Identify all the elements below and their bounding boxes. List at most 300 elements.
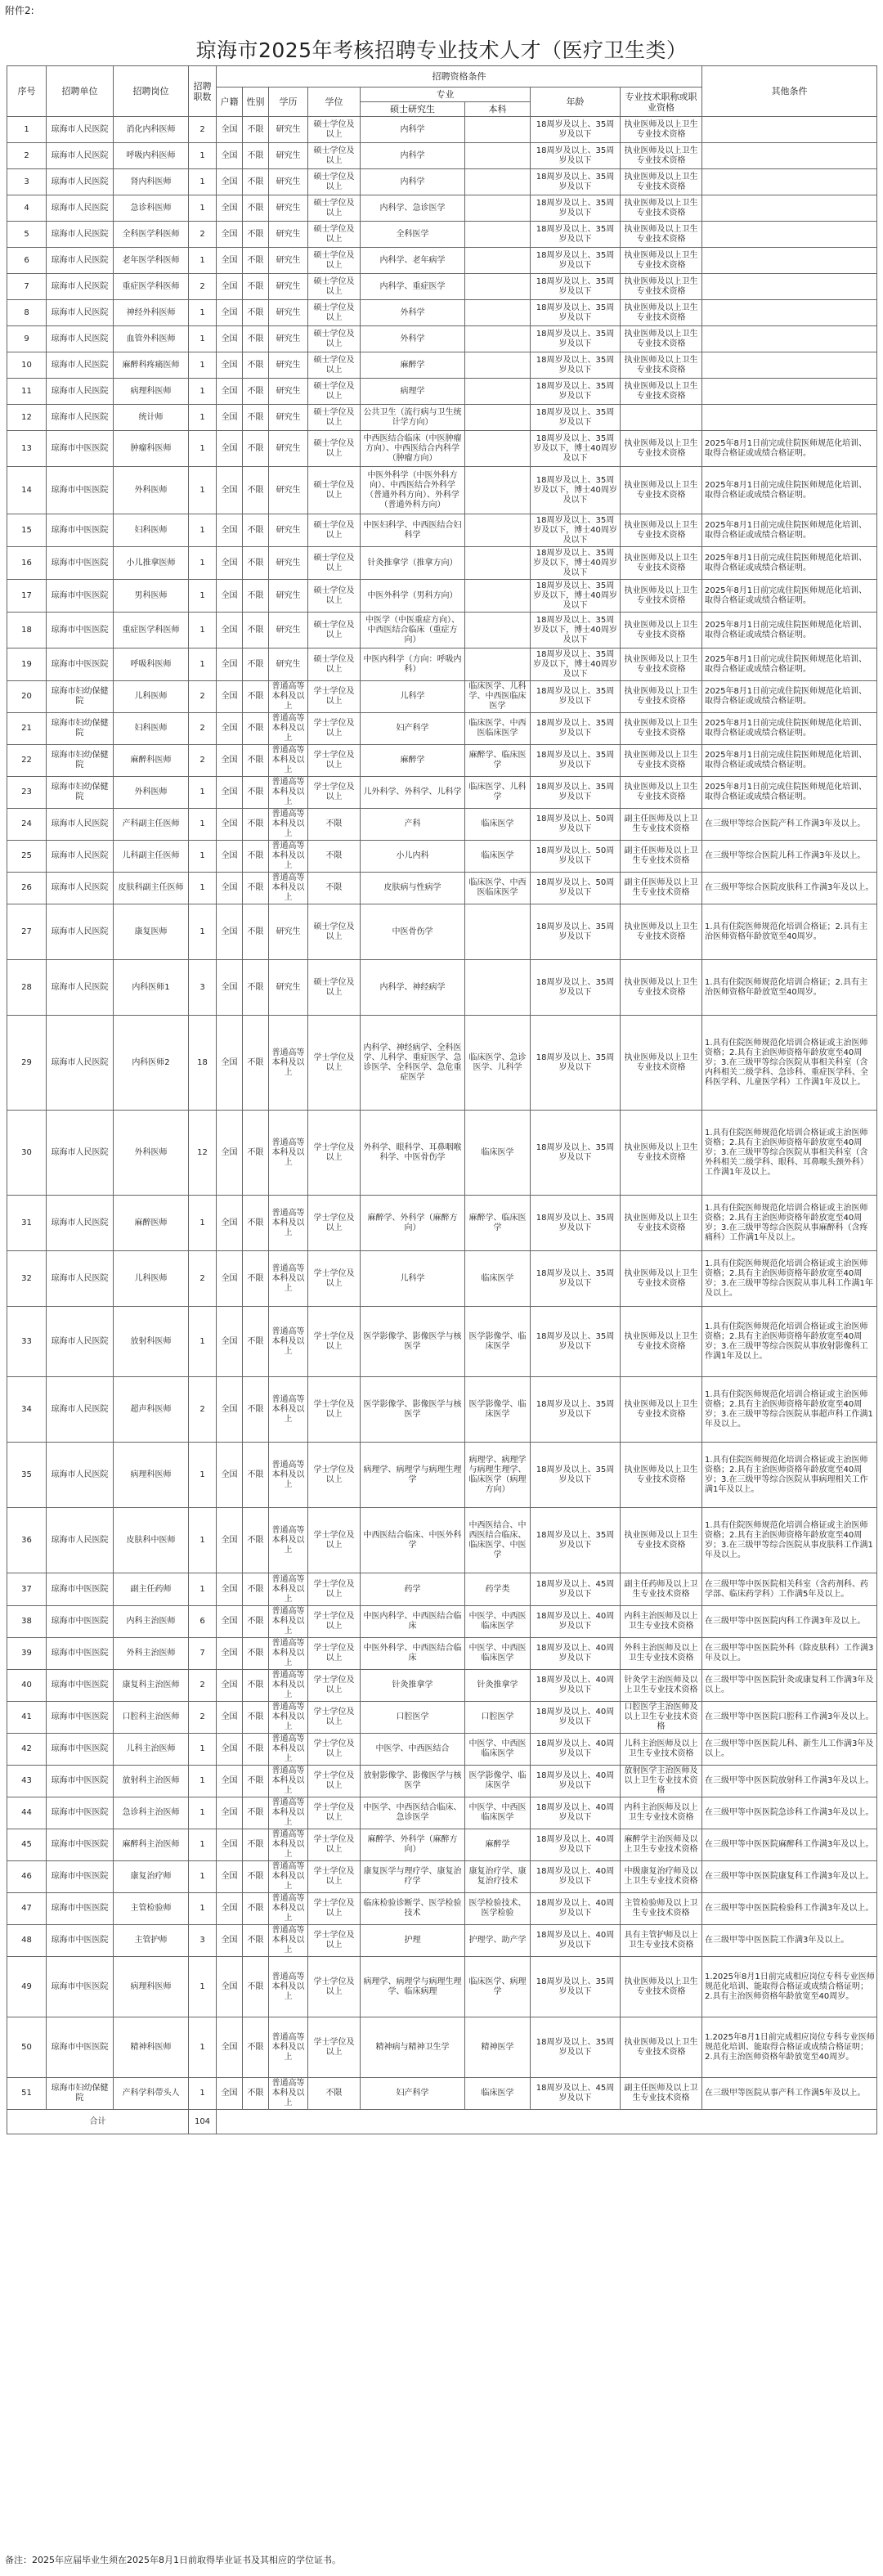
- attachment-label: 附件2:: [5, 5, 34, 16]
- row-no: 16: [7, 547, 47, 580]
- row-education: 研究生: [269, 467, 308, 514]
- row-title-requirement: 执业医师及以上卫生专业技术资格: [621, 1196, 702, 1251]
- row-no: 36: [7, 1508, 47, 1573]
- row-major-bachelor: [465, 960, 531, 1016]
- row-count: 1: [189, 300, 217, 326]
- row-education: 普通高等本科及以上: [269, 809, 308, 841]
- table-row: [7, 681, 877, 713]
- row-age: 18周岁及以上、35周岁及以下: [531, 1443, 621, 1508]
- table-row: [7, 613, 877, 648]
- total-row: [7, 2110, 877, 2134]
- row-gender: 不限: [243, 648, 269, 681]
- row-major-master: 医学影像学、影像医学与核医学: [361, 1307, 465, 1377]
- table-row: [7, 222, 877, 248]
- row-unit: 琼海市人民医院: [47, 1307, 114, 1377]
- table-row: [7, 777, 877, 809]
- row-major-bachelor: 临床医学、急诊医学、儿科学: [465, 1016, 531, 1111]
- row-age: 18周岁及以上、35周岁及以下: [531, 300, 621, 326]
- row-hukou: 全国: [217, 1606, 243, 1638]
- row-post: 肿瘤科医师: [114, 431, 189, 467]
- row-hukou: 全国: [217, 1508, 243, 1573]
- row-age: 18周岁及以上、40周岁及以下: [531, 1893, 621, 1925]
- row-title-requirement: 执业医师及以上卫生专业技术资格: [621, 1307, 702, 1377]
- row-gender: 不限: [243, 467, 269, 514]
- row-age: 18周岁及以上、35周岁及以下: [531, 222, 621, 248]
- row-count: 1: [189, 809, 217, 841]
- row-other-conditions: 在三级甲等综合医院产科工作满3年及以上。: [702, 809, 877, 841]
- row-age: 18周岁及以上、35周岁及以下，博士40周岁及以下: [531, 467, 621, 514]
- row-major-bachelor: 临床医学: [465, 2078, 531, 2110]
- row-age: 18周岁及以上、40周岁及以下: [531, 1766, 621, 1797]
- row-post: 病理科医师: [114, 1957, 189, 2017]
- row-other-conditions: 1.具有住院医师规范化培训合格证；2.具有主治医师资格年龄放宽至40周岁。: [702, 904, 877, 960]
- row-major-bachelor: 医学影像学、临床医学: [465, 1766, 531, 1797]
- row-no: 34: [7, 1377, 47, 1443]
- row-count: 2: [189, 1670, 217, 1702]
- row-education: 普通高等本科及以上: [269, 841, 308, 873]
- table-row: [7, 713, 877, 745]
- row-major-bachelor: [465, 514, 531, 547]
- row-title-requirement: 执业医师及以上卫生专业技术资格: [621, 648, 702, 681]
- row-other-conditions: 1.具有住院医师规范化培训合格证或主治医师资格；2.具有主治医师资格年龄放宽至40周岁；3.在三级甲等综合医院从事相关科室（含外科相关二级学科、眼科、耳鼻喉头颈外科）工作满1年及以上。: [702, 1111, 877, 1196]
- row-count: 1: [189, 405, 217, 431]
- row-education: 普通高等本科及以上: [269, 1925, 308, 1957]
- row-no: 26: [7, 873, 47, 904]
- row-hukou: 全国: [217, 1670, 243, 1702]
- row-major-bachelor: 医学影像学、临床医学: [465, 1377, 531, 1443]
- row-major-bachelor: 临床医学、儿科学: [465, 777, 531, 809]
- row-count: 2: [189, 1702, 217, 1734]
- row-count: 1: [189, 1766, 217, 1797]
- row-education: 普通高等本科及以上: [269, 2017, 308, 2078]
- row-hukou: 全国: [217, 1377, 243, 1443]
- row-gender: 不限: [243, 1377, 269, 1443]
- row-post: 口腔科主治医师: [114, 1702, 189, 1734]
- row-gender: 不限: [243, 405, 269, 431]
- row-hukou: 全国: [217, 809, 243, 841]
- row-degree: 硕士学位及以上: [308, 326, 361, 352]
- row-major-master: 麻醉学、外科学（麻醉方向）: [361, 1196, 465, 1251]
- row-education: 研究生: [269, 514, 308, 547]
- row-no: 46: [7, 1861, 47, 1893]
- row-unit: 琼海市人民医院: [47, 117, 114, 143]
- row-age: 18周岁及以上、45周岁及以下: [531, 2078, 621, 2110]
- row-major-master: 儿科学: [361, 1251, 465, 1307]
- row-degree: 学士学位及以上: [308, 745, 361, 777]
- row-post: 康复治疗师: [114, 1861, 189, 1893]
- row-major-bachelor: [465, 195, 531, 222]
- table-row: [7, 1606, 877, 1638]
- row-hukou: 全国: [217, 300, 243, 326]
- row-major-master: 中医学、中西医结合: [361, 1734, 465, 1766]
- recruitment-table: [7, 65, 877, 2134]
- row-count: 2: [189, 713, 217, 745]
- row-age: 18周岁及以上、35周岁及以下，博士40周岁及以下: [531, 648, 621, 681]
- row-title-requirement: 内科主治医师及以上卫生专业技术资格: [621, 1797, 702, 1829]
- row-major-bachelor: 麻醉学、临床医学: [465, 1196, 531, 1251]
- row-major-master: 小儿内科: [361, 841, 465, 873]
- table-row: [7, 873, 877, 904]
- table-row: [7, 431, 877, 467]
- row-title-requirement: 执业医师及以上卫生专业技术资格: [621, 580, 702, 613]
- row-no: 6: [7, 248, 47, 274]
- row-hukou: 全国: [217, 904, 243, 960]
- row-count: 1: [189, 613, 217, 648]
- row-major-bachelor: [465, 547, 531, 580]
- row-major-bachelor: [465, 431, 531, 467]
- row-other-conditions: 在三级甲等中医医院康复科工作满3年及以上。: [702, 1861, 877, 1893]
- row-major-master: 中医外科学（中医外科方向）、中西医结合外科学（普通外科方向）、外科学（普通外科方向）: [361, 467, 465, 514]
- row-no: 24: [7, 809, 47, 841]
- row-other-conditions: 1.2025年8月1日前完成相应岗位专科专业医师规范化培训、能取得合格证或成绩合格证明；2.具有主治医师资格年龄放宽至40周岁。: [702, 1957, 877, 2017]
- row-count: 2: [189, 222, 217, 248]
- row-major-bachelor: 麻醉学、临床医学: [465, 745, 531, 777]
- row-title-requirement: 执业医师及以上卫生专业技术资格: [621, 143, 702, 169]
- row-count: 1: [189, 547, 217, 580]
- row-age: 18周岁及以上、35周岁及以下: [531, 274, 621, 300]
- table-row: [7, 300, 877, 326]
- row-title-requirement: 执业医师及以上卫生专业技术资格: [621, 467, 702, 514]
- row-education: 研究生: [269, 547, 308, 580]
- row-other-conditions: [702, 379, 877, 405]
- row-post: 主管检验师: [114, 1893, 189, 1925]
- row-title-requirement: 执业医师及以上卫生专业技术资格: [621, 274, 702, 300]
- row-no: 27: [7, 904, 47, 960]
- row-education: 普通高等本科及以上: [269, 1307, 308, 1377]
- row-major-master: 中医学（中医重症方向）、中西医结合临床（重症方向）: [361, 613, 465, 648]
- row-major-bachelor: [465, 300, 531, 326]
- row-other-conditions: 在三级甲等中医医院放射科工作满3年及以上。: [702, 1766, 877, 1797]
- row-major-master: 病理学、病理学与病理生理学: [361, 1443, 465, 1508]
- row-unit: 琼海市妇幼保健院: [47, 681, 114, 713]
- row-other-conditions: 2025年8月1日前完成住院医师规范化培训、取得合格证或成绩合格证明。: [702, 681, 877, 713]
- row-hukou: 全国: [217, 1957, 243, 2017]
- row-gender: 不限: [243, 2078, 269, 2110]
- row-title-requirement: 执业医师及以上卫生专业技术资格: [621, 195, 702, 222]
- row-education: 研究生: [269, 904, 308, 960]
- row-gender: 不限: [243, 1861, 269, 1893]
- row-count: 2: [189, 1251, 217, 1307]
- row-no: 5: [7, 222, 47, 248]
- row-no: 3: [7, 169, 47, 195]
- row-count: 2: [189, 1377, 217, 1443]
- row-unit: 琼海市人民医院: [47, 352, 114, 379]
- row-unit: 琼海市人民医院: [47, 809, 114, 841]
- row-age: 18周岁及以上、35周岁及以下: [531, 248, 621, 274]
- row-post: 重症医学科医师: [114, 274, 189, 300]
- row-unit: 琼海市人民医院: [47, 1111, 114, 1196]
- row-unit: 琼海市中医医院: [47, 1638, 114, 1670]
- row-major-bachelor: 口腔医学: [465, 1702, 531, 1734]
- row-count: 3: [189, 960, 217, 1016]
- row-major-bachelor: 临床医学: [465, 1251, 531, 1307]
- row-count: 1: [189, 467, 217, 514]
- table-row: [7, 1016, 877, 1111]
- row-title-requirement: 执业医师及以上卫生专业技术资格: [621, 300, 702, 326]
- row-unit: 琼海市中医医院: [47, 648, 114, 681]
- row-no: 19: [7, 648, 47, 681]
- table-row: [7, 514, 877, 547]
- row-post: 呼吸科医师: [114, 648, 189, 681]
- row-count: 1: [189, 1734, 217, 1766]
- row-gender: 不限: [243, 809, 269, 841]
- row-no: 41: [7, 1702, 47, 1734]
- row-degree: 学士学位及以上: [308, 1893, 361, 1925]
- row-other-conditions: 2025年8月1日前完成住院医师规范化培训、取得合格证或成绩合格证明。: [702, 613, 877, 648]
- row-no: 23: [7, 777, 47, 809]
- row-other-conditions: [702, 248, 877, 274]
- table-row: [7, 904, 877, 960]
- row-hukou: 全国: [217, 431, 243, 467]
- row-unit: 琼海市人民医院: [47, 143, 114, 169]
- row-age: 18周岁及以上、35周岁及以下: [531, 1251, 621, 1307]
- row-age: 18周岁及以上、35周岁及以下: [531, 405, 621, 431]
- row-age: 18周岁及以上、35周岁及以下: [531, 117, 621, 143]
- row-education: 研究生: [269, 431, 308, 467]
- row-education: 研究生: [269, 195, 308, 222]
- row-hukou: 全国: [217, 547, 243, 580]
- row-age: 18周岁及以上、40周岁及以下: [531, 1670, 621, 1702]
- row-other-conditions: 2025年8月1日前完成住院医师规范化培训、取得合格证或成绩合格证明。: [702, 648, 877, 681]
- table-row: [7, 1670, 877, 1702]
- row-degree: 学士学位及以上: [308, 1670, 361, 1702]
- row-no: 9: [7, 326, 47, 352]
- row-other-conditions: 1.具有住院医师规范化培训合格证或主治医师资格；2.具有主治医师资格年龄放宽至40周岁；3.在三级甲等综合医院从事皮肤科工作满1年及以上。: [702, 1508, 877, 1573]
- row-no: 7: [7, 274, 47, 300]
- row-age: 18周岁及以上、35周岁及以下: [531, 326, 621, 352]
- row-major-master: 中医内科学（方向：呼吸内科）: [361, 648, 465, 681]
- row-education: 普通高等本科及以上: [269, 1702, 308, 1734]
- row-title-requirement: 执业医师及以上卫生专业技术资格: [621, 222, 702, 248]
- row-post: 病理科医师: [114, 1443, 189, 1508]
- row-unit: 琼海市人民医院: [47, 274, 114, 300]
- row-title-requirement: 执业医师及以上卫生专业技术资格: [621, 117, 702, 143]
- row-degree: 学士学位及以上: [308, 1251, 361, 1307]
- row-age: 18周岁及以上、40周岁及以下: [531, 1861, 621, 1893]
- row-other-conditions: 2025年8月1日前完成住院医师规范化培训、取得合格证或成绩合格证明。: [702, 467, 877, 514]
- row-post: 全科医学科医师: [114, 222, 189, 248]
- row-degree: 学士学位及以上: [308, 1734, 361, 1766]
- row-post: 急诊科主治医师: [114, 1797, 189, 1829]
- row-education: 研究生: [269, 248, 308, 274]
- row-count: 18: [189, 1016, 217, 1111]
- row-unit: 琼海市中医医院: [47, 1957, 114, 2017]
- row-no: 47: [7, 1893, 47, 1925]
- row-degree: 学士学位及以上: [308, 1443, 361, 1508]
- row-age: 18周岁及以上、40周岁及以下: [531, 1925, 621, 1957]
- row-other-conditions: [702, 274, 877, 300]
- row-title-requirement: 执业医师及以上卫生专业技术资格: [621, 248, 702, 274]
- row-no: 22: [7, 745, 47, 777]
- row-major-master: 针灸推拿学（推拿方向）: [361, 547, 465, 580]
- row-hukou: 全国: [217, 1638, 243, 1670]
- table-row: [7, 1111, 877, 1196]
- row-no: 35: [7, 1443, 47, 1508]
- row-degree: 硕士学位及以上: [308, 300, 361, 326]
- row-gender: 不限: [243, 352, 269, 379]
- row-education: 普通高等本科及以上: [269, 1606, 308, 1638]
- row-hukou: 全国: [217, 1702, 243, 1734]
- row-gender: 不限: [243, 1638, 269, 1670]
- row-no: 49: [7, 1957, 47, 2017]
- row-other-conditions: 在三级甲等中医医院针灸或康复科工作满3年及以上。: [702, 1670, 877, 1702]
- row-title-requirement: 针灸学主治医师及以上卫生专业技术资格: [621, 1670, 702, 1702]
- row-age: 18周岁及以上、35周岁及以下: [531, 195, 621, 222]
- row-unit: 琼海市中医医院: [47, 1702, 114, 1734]
- table-row: [7, 1443, 877, 1508]
- row-count: 1: [189, 873, 217, 904]
- row-count: 1: [189, 2017, 217, 2078]
- row-post: 急诊科医师: [114, 195, 189, 222]
- table-row: [7, 405, 877, 431]
- row-education: 研究生: [269, 143, 308, 169]
- row-major-master: 外科学: [361, 300, 465, 326]
- header-post: 招聘岗位: [114, 66, 189, 117]
- row-hukou: 全国: [217, 1829, 243, 1861]
- row-major-master: 麻醉学、外科学（麻醉方向）: [361, 1829, 465, 1861]
- row-other-conditions: 1.具有住院医师规范化培训合格证；2.具有主治医师资格年龄放宽至40周岁。: [702, 960, 877, 1016]
- recruitment-table-wrapper: [7, 65, 876, 2134]
- row-degree: 硕士学位及以上: [308, 169, 361, 195]
- row-major-master: 内科学、神经病学: [361, 960, 465, 1016]
- row-hukou: 全国: [217, 1251, 243, 1307]
- row-degree: 学士学位及以上: [308, 1606, 361, 1638]
- row-post: 皮肤科中医师: [114, 1508, 189, 1573]
- row-post: 统计师: [114, 405, 189, 431]
- row-other-conditions: 2025年8月1日前完成住院医师规范化培训、取得合格证或成绩合格证明。: [702, 713, 877, 745]
- row-gender: 不限: [243, 300, 269, 326]
- row-education: 普通高等本科及以上: [269, 1861, 308, 1893]
- row-post: 内科医师2: [114, 1016, 189, 1111]
- row-post: 康复科主治医师: [114, 1670, 189, 1702]
- row-unit: 琼海市中医医院: [47, 1893, 114, 1925]
- row-hukou: 全国: [217, 1111, 243, 1196]
- table-row: [7, 1377, 877, 1443]
- row-gender: 不限: [243, 960, 269, 1016]
- row-unit: 琼海市人民医院: [47, 841, 114, 873]
- header-education: 学历: [269, 88, 308, 117]
- row-count: 6: [189, 1606, 217, 1638]
- row-title-requirement: 执业医师及以上卫生专业技术资格: [621, 169, 702, 195]
- row-age: 18周岁及以上、50周岁及以下: [531, 873, 621, 904]
- row-other-conditions: 1.具有住院医师规范化培训合格证或主治医师资格；2.具有主治医师资格年龄放宽至40周岁；3.在三级甲等综合医院从事超声科工作满1年及以上。: [702, 1377, 877, 1443]
- row-major-master: 中西医结合临床、中医外科学: [361, 1508, 465, 1573]
- row-major-master: 精神病与精神卫生学: [361, 2017, 465, 2078]
- row-other-conditions: 在三级甲等中医医院麻醉科工作满3年及以上。: [702, 1829, 877, 1861]
- row-no: 44: [7, 1797, 47, 1829]
- table-row: [7, 1829, 877, 1861]
- row-count: 1: [189, 904, 217, 960]
- row-title-requirement: 具有主管护师及以上卫生专业技术资格: [621, 1925, 702, 1957]
- table-row: [7, 143, 877, 169]
- row-title-requirement: 执业医师及以上卫生专业技术资格: [621, 1251, 702, 1307]
- row-other-conditions: 1.具有住院医师规范化培训合格证或主治医师资格；2.具有主治医师资格年龄放宽至40周岁；3.在三级甲等综合医院从事放射影像科工作满1年及以上。: [702, 1307, 877, 1377]
- row-unit: 琼海市人民医院: [47, 873, 114, 904]
- row-hukou: 全国: [217, 1443, 243, 1508]
- table-row: [7, 547, 877, 580]
- row-age: 18周岁及以上、40周岁及以下: [531, 1829, 621, 1861]
- row-title-requirement: 副主任药师及以上卫生专业技术资格: [621, 1573, 702, 1606]
- row-education: 普通高等本科及以上: [269, 745, 308, 777]
- row-count: 2: [189, 681, 217, 713]
- row-age: 18周岁及以上、35周岁及以下: [531, 1377, 621, 1443]
- row-hukou: 全国: [217, 648, 243, 681]
- row-unit: 琼海市人民医院: [47, 222, 114, 248]
- table-row: [7, 274, 877, 300]
- row-post: 外科医师: [114, 1111, 189, 1196]
- row-other-conditions: 在三级甲等中医医院工作满3年及以上。: [702, 1925, 877, 1957]
- row-major-master: 医学影像学、影像医学与核医学: [361, 1377, 465, 1443]
- row-other-conditions: 2025年8月1日前完成住院医师规范化培训、取得合格证或成绩合格证明。: [702, 514, 877, 547]
- row-degree: 硕士学位及以上: [308, 580, 361, 613]
- header-count: 招聘职数: [189, 66, 217, 117]
- row-education: 普通高等本科及以上: [269, 681, 308, 713]
- header-age: 年龄: [531, 88, 621, 117]
- row-degree: 硕士学位及以上: [308, 648, 361, 681]
- row-major-bachelor: [465, 352, 531, 379]
- row-no: 20: [7, 681, 47, 713]
- row-major-master: 中医骨伤学: [361, 904, 465, 960]
- row-gender: 不限: [243, 1251, 269, 1307]
- table-row: [7, 467, 877, 514]
- row-major-master: 中医妇科学、中西医结合妇科学: [361, 514, 465, 547]
- table-row: [7, 2017, 877, 2078]
- row-age: 18周岁及以上、35周岁及以下: [531, 1307, 621, 1377]
- row-gender: 不限: [243, 1307, 269, 1377]
- row-major-bachelor: 麻醉学: [465, 1829, 531, 1861]
- row-other-conditions: [702, 195, 877, 222]
- row-education: 普通高等本科及以上: [269, 1893, 308, 1925]
- row-major-bachelor: 中西医结合、中西医结合临床、临床医学、中医学: [465, 1508, 531, 1573]
- row-post: 老年医学科医师: [114, 248, 189, 274]
- row-major-bachelor: [465, 904, 531, 960]
- row-major-master: 儿科学: [361, 681, 465, 713]
- row-no: 14: [7, 467, 47, 514]
- row-unit: 琼海市中医医院: [47, 467, 114, 514]
- row-gender: 不限: [243, 222, 269, 248]
- row-post: 神经外科医师: [114, 300, 189, 326]
- row-degree: 硕士学位及以上: [308, 904, 361, 960]
- row-title-requirement: 执业医师及以上卫生专业技术资格: [621, 904, 702, 960]
- row-hukou: 全国: [217, 1016, 243, 1111]
- row-unit: 琼海市人民医院: [47, 326, 114, 352]
- row-no: 32: [7, 1251, 47, 1307]
- row-education: 普通高等本科及以上: [269, 1111, 308, 1196]
- row-title-requirement: 执业医师及以上卫生专业技术资格: [621, 681, 702, 713]
- row-degree: 学士学位及以上: [308, 681, 361, 713]
- row-education: 研究生: [269, 274, 308, 300]
- row-major-master: 内科学、神经病学、全科医学、儿科学、重症医学、急诊医学、全科医学、急危重症医学: [361, 1016, 465, 1111]
- row-unit: 琼海市妇幼保健院: [47, 713, 114, 745]
- row-major-master: 病理学、病理学与病理生理学、临床病理: [361, 1957, 465, 2017]
- row-major-bachelor: [465, 467, 531, 514]
- table-row: [7, 841, 877, 873]
- header-no: 序号: [7, 66, 47, 117]
- row-degree: 硕士学位及以上: [308, 547, 361, 580]
- row-major-master: 内科学: [361, 117, 465, 143]
- row-major-bachelor: 临床医学、中西医临床医学: [465, 713, 531, 745]
- table-row: [7, 2078, 877, 2110]
- row-unit: 琼海市人民医院: [47, 195, 114, 222]
- row-hukou: 全国: [217, 1307, 243, 1377]
- row-education: 研究生: [269, 300, 308, 326]
- row-no: 1: [7, 117, 47, 143]
- row-hukou: 全国: [217, 248, 243, 274]
- row-education: 普通高等本科及以上: [269, 1797, 308, 1829]
- row-hukou: 全国: [217, 613, 243, 648]
- row-gender: 不限: [243, 195, 269, 222]
- row-major-master: 内科学、急诊医学: [361, 195, 465, 222]
